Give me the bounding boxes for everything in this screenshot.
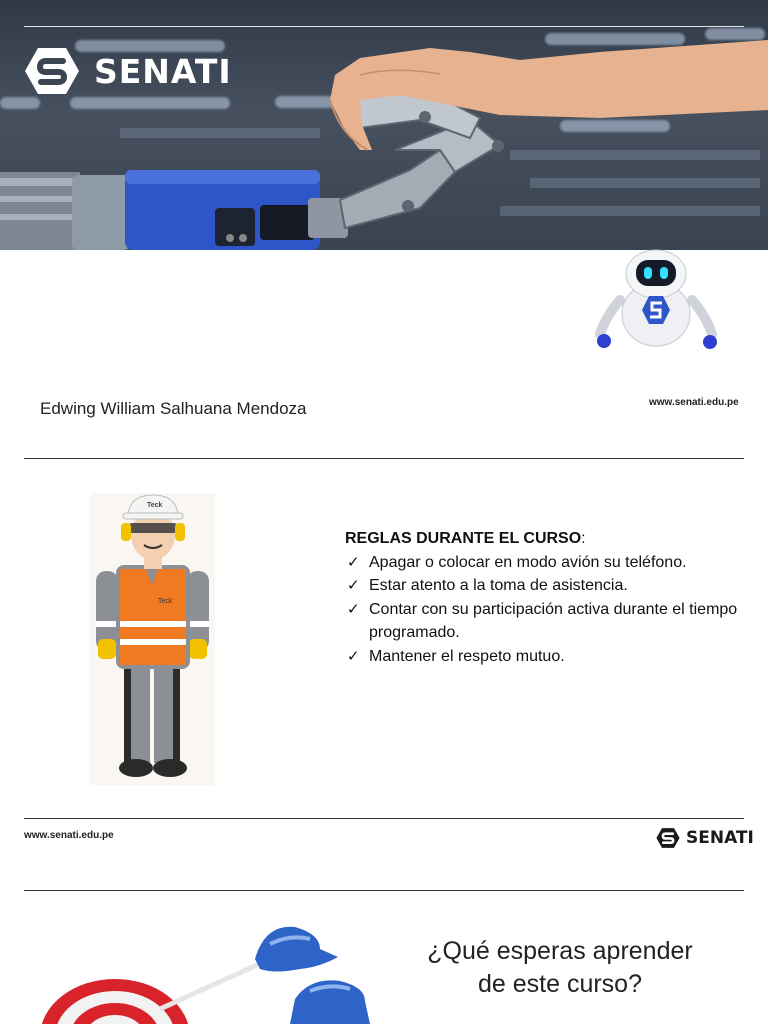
footer-website-link[interactable]: www.senati.edu.pe: [24, 830, 114, 841]
website-link[interactable]: www.senati.edu.pe: [649, 397, 739, 408]
author-name: Edwing William Salhuana Mendoza: [40, 399, 307, 418]
list-item: ✓ Apagar o colocar en modo avión su teléfono.: [345, 551, 745, 575]
hero-top-line: [24, 26, 744, 27]
vest-label: Teck: [158, 598, 173, 605]
brand-name: SENATI: [94, 51, 232, 91]
question-heading: ¿Qué esperas aprender de este curso?: [427, 937, 693, 998]
course-rules: [345, 527, 745, 668]
senati-logo-icon: [656, 827, 680, 849]
robot-gripper-hand-illustration: [0, 0, 768, 250]
robot-mascot-illustration: [592, 248, 722, 354]
question-slide: [0, 891, 768, 1024]
footer-rule: [24, 818, 744, 819]
check-icon: ✓: [347, 646, 360, 665]
safety-worker-illustration: [90, 493, 215, 785]
senati-logo-icon: [24, 46, 80, 96]
check-icon: ✓: [347, 599, 360, 618]
rules-slide: [0, 459, 768, 879]
rules-list: [345, 551, 745, 669]
rules-heading: REGLAS DURANTE EL CURSO:: [345, 530, 586, 547]
footer-brand-name: SENATI: [686, 828, 754, 848]
target-darts-illustration: [20, 919, 380, 1024]
hero-banner: [0, 0, 768, 250]
title-slide: [0, 0, 768, 448]
footer-brand-logo: [656, 827, 754, 849]
brand-logo: [24, 46, 232, 96]
check-icon: ✓: [347, 552, 360, 571]
list-item: ✓ Estar atento a la toma de asistencia.: [345, 574, 745, 598]
helmet-label: Teck: [147, 502, 163, 509]
check-icon: ✓: [347, 576, 360, 594]
list-item: ✓ Contar con su participación activa durante el tiempo programado.: [347, 599, 738, 641]
list-item: ✓ Mantener el respeto mutuo.: [345, 645, 745, 669]
